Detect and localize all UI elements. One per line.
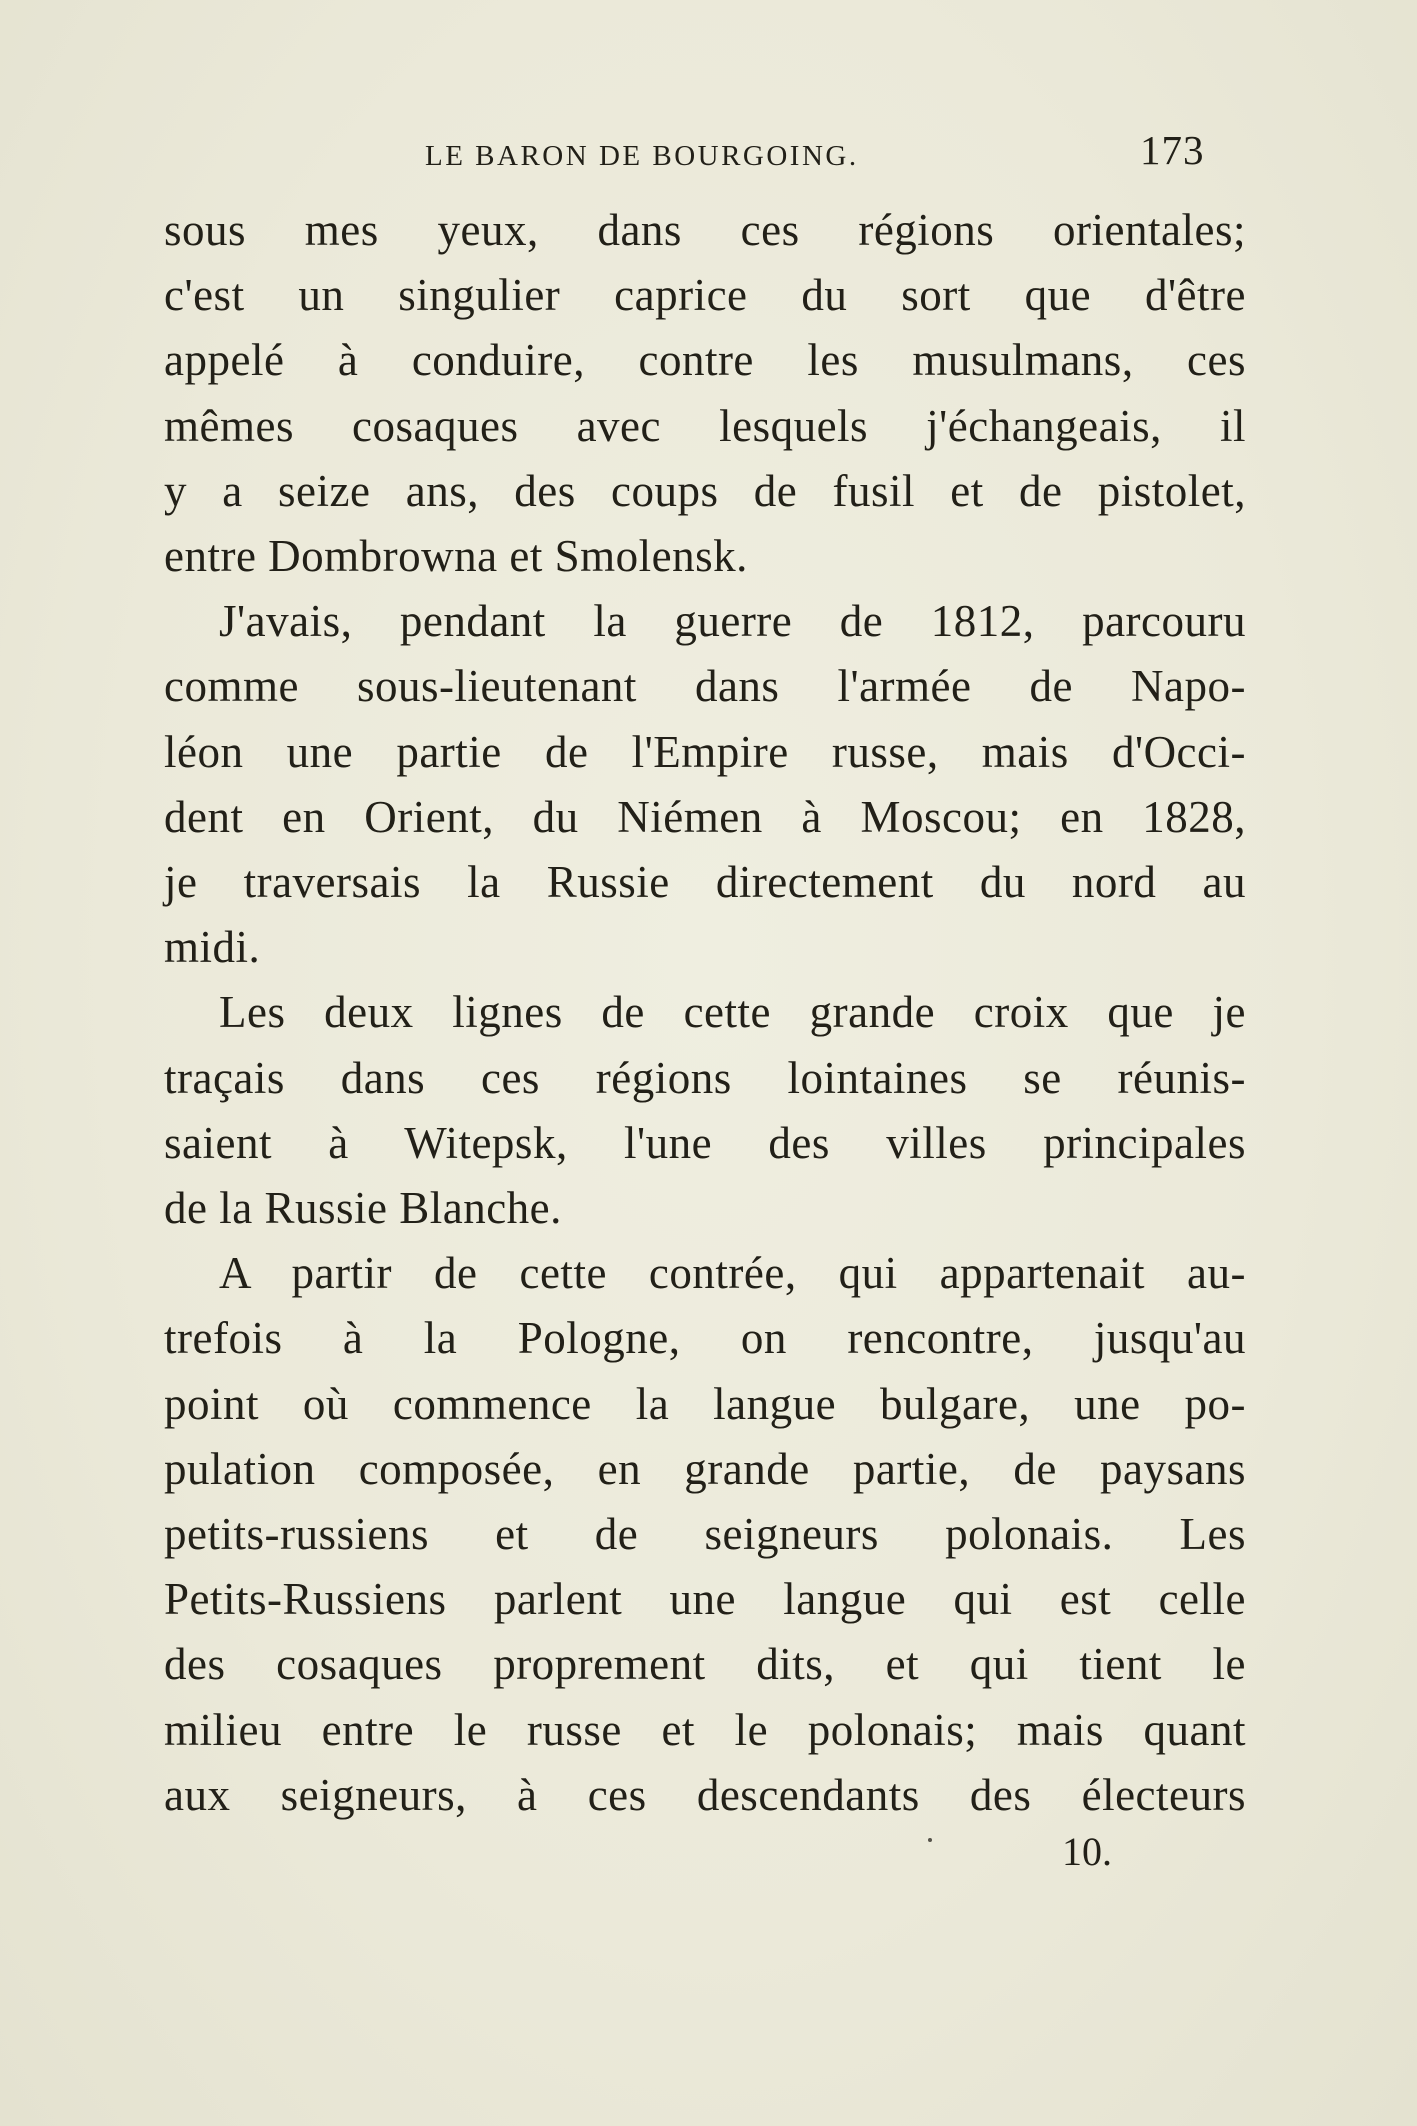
- text-line: je traversais la Russie directement du nord au: [164, 857, 1246, 908]
- text-line: aux seigneurs, à ces descendants des électeurs: [164, 1769, 1246, 1820]
- page-number: 173: [1140, 127, 1205, 173]
- text-line: Petits-Russiens parlent une langue qui est celle: [164, 1574, 1246, 1625]
- text-line: y a seize ans, des coups de fusil et de pistolet,: [164, 465, 1246, 516]
- text-line: J'avais, pendant la guerre de 1812, parcouru: [219, 596, 1246, 647]
- text-line: appelé à conduire, contre les musulmans, ces: [164, 335, 1246, 386]
- body-text: [164, 198, 1246, 1828]
- text-line: dent en Orient, du Niémen à Moscou; en 1828,: [164, 791, 1246, 842]
- text-line: A partir de cette contrée, qui appartenait au-: [219, 1248, 1246, 1299]
- text-line: entre Dombrowna et Smolensk.: [164, 531, 748, 582]
- text-line: comme sous-lieutenant dans l'armée de Napo-: [164, 661, 1246, 712]
- text-line: saient à Witepsk, l'une des villes principales: [164, 1117, 1246, 1168]
- text-line: sous mes yeux, dans ces régions orientales;: [164, 205, 1246, 255]
- text-line: petits-russiens et de seigneurs polonais. Les: [164, 1509, 1246, 1560]
- text-line: pulation composée, en grande partie, de paysans: [164, 1443, 1246, 1494]
- text-line: léon une partie de l'Empire russe, mais d'Occi-: [164, 726, 1246, 777]
- text-line: mêmes cosaques avec lesquels j'échangeais, il: [164, 400, 1246, 451]
- text-line: trefois à la Pologne, on rencontre, jusqu'au: [164, 1313, 1246, 1364]
- text-line: milieu entre le russe et le polonais; mais quant: [164, 1704, 1246, 1755]
- text-line: midi.: [164, 922, 261, 973]
- text-line: point où commence la langue bulgare, une po-: [164, 1378, 1246, 1429]
- text-line: de la Russie Blanche.: [164, 1183, 562, 1234]
- text-line: Les deux lignes de cette grande croix que je: [219, 987, 1246, 1038]
- ink-speck: [928, 1838, 932, 1842]
- text-line: c'est un singulier caprice du sort que d'être: [164, 270, 1246, 321]
- text-line: des cosaques proprement dits, et qui tient le: [164, 1639, 1246, 1690]
- running-title: LE BARON DE BOURGOING.: [425, 140, 859, 172]
- signature-mark: 10.: [1062, 1829, 1112, 1874]
- text-line: traçais dans ces régions lointaines se réunis-: [164, 1052, 1246, 1103]
